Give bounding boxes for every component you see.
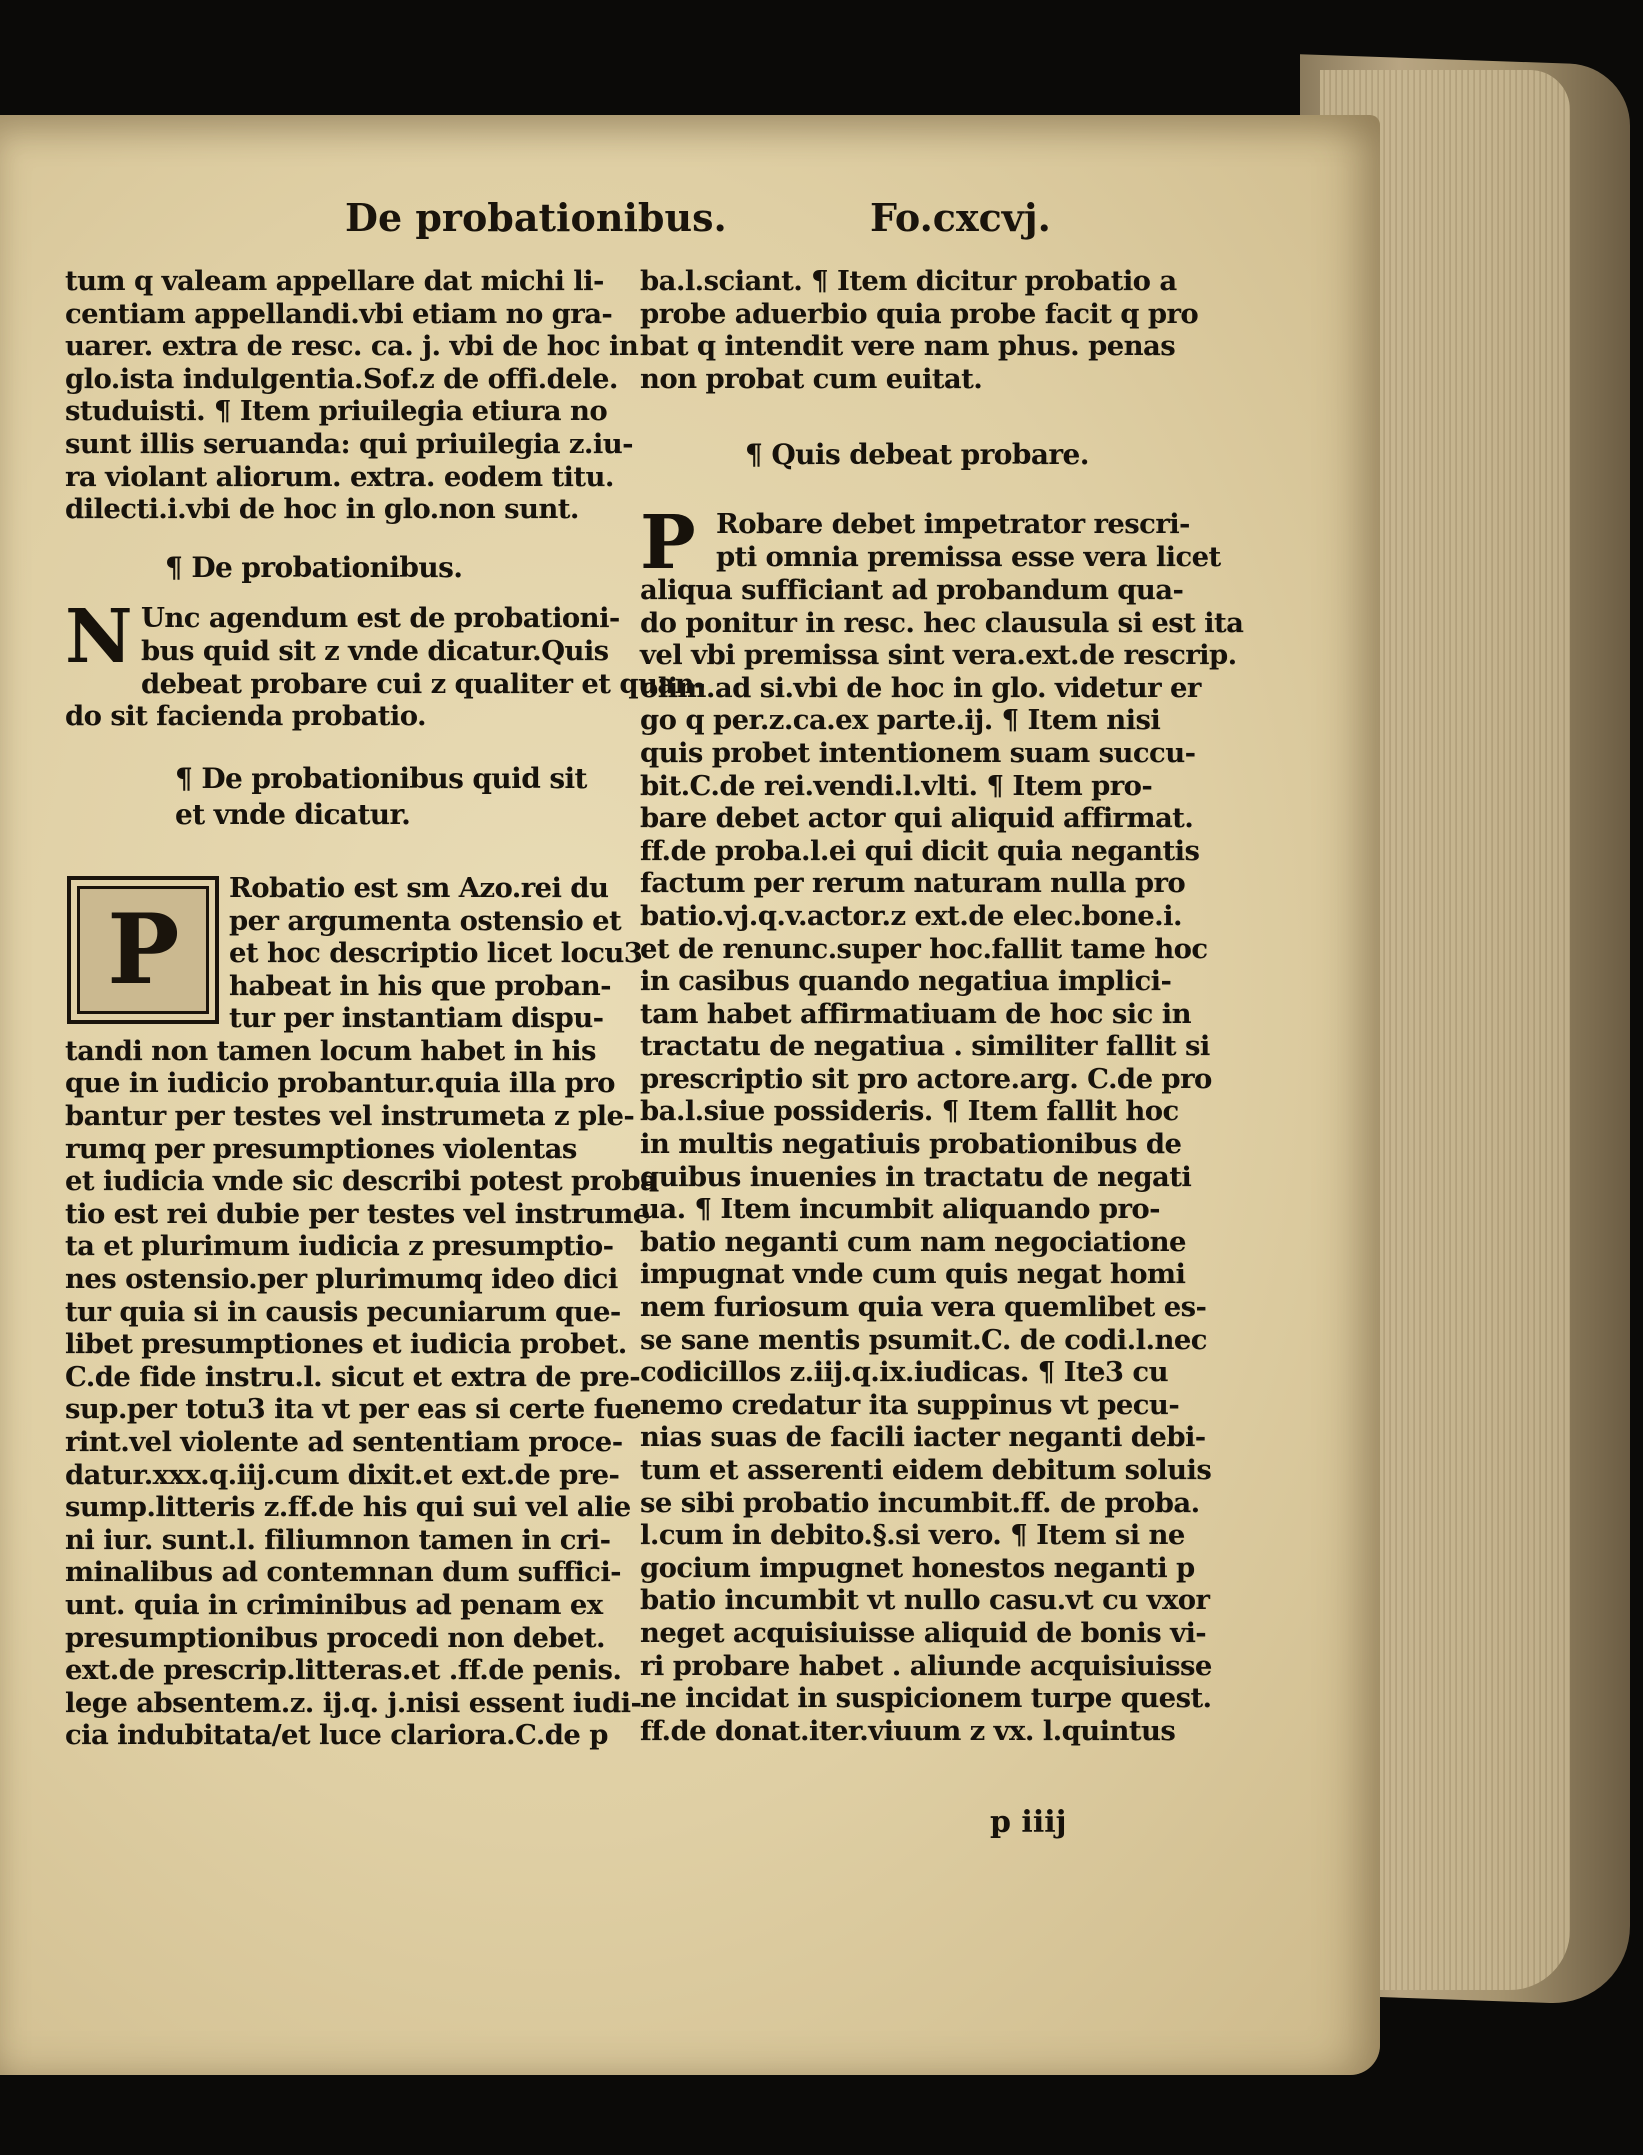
text-line: impugnat vnde cum quis negat homi [640,1258,1186,1291]
text-line: bus quid sit z vnde dicatur.Quis [141,634,609,667]
text-line: glo.ista indulgentia.Sof.z de offi.dele. [65,362,618,395]
text-line: rumq per presumptiones violentas [65,1132,577,1165]
text-line: batio neganti cum nam negociatione [640,1225,1186,1258]
initial-letter: N [65,594,133,681]
text-line: sunt illis seruanda: qui priuilegia z.iu- [65,427,633,460]
text-line: unt. quia in criminibus ad penam ex [65,1588,603,1621]
left-intro [65,265,639,526]
ornamental-initial [67,876,219,1024]
text-line: se sibi probatio incumbit.ff. de proba. [640,1486,1200,1519]
text-line: nias suas de facili iacter neganti debi- [640,1421,1206,1454]
text-line: non probat cum euitat. [640,362,983,395]
text-line: per argumenta ostensio et [229,904,622,937]
left-column [65,265,705,1752]
text-line: ba.l.siue possideris. ¶ Item fallit hoc [640,1095,1179,1128]
text-line: ua. ¶ Item incumbit aliquando pro- [640,1193,1160,1226]
text-line: probe aduerbio quia probe facit q pro [640,297,1199,330]
paragraph-quis-debeat [640,499,1244,1747]
text-line: ext.de prescrip.litteras.et .ff.de penis. [65,1654,622,1687]
text-line: do sit facienda probatio. [65,700,426,733]
right-column [640,265,1244,1747]
text-line: batio.vj.q.v.actor.z ext.de elec.bone.i. [640,899,1182,932]
text-line: quibus inuenies in tractatu de negati [640,1160,1192,1193]
text-line: datur.xxx.q.iij.cum dixit.et ext.de pre- [65,1458,620,1491]
text-line: batio incumbit vt nullo casu.vt cu vxor [640,1584,1210,1617]
ornamental-initial-letter: P [107,892,179,1006]
text-line: debeat probare cui z qualiter et quan- [141,667,705,700]
text-line: do ponitur in resc. hec clausula si est ita [640,606,1244,639]
text-line: sump.litteris z.ff.de his qui sui vel alie [65,1491,631,1524]
text-line: vel vbi premissa sint vera.ext.de rescrip. [640,639,1237,672]
text-line: gocium impugnet honestos neganti p [640,1551,1195,1584]
text-line: ne incidat in suspicionem turpe quest. [640,1682,1212,1715]
text-line: minalibus ad contemnan dum suffici- [65,1556,621,1589]
text-line: factum per rerum naturam nulla pro [640,867,1186,900]
text-line: libet presumptiones et iudicia probet. [65,1328,627,1361]
section-heading: ¶ Quis debeat probare. [745,438,1089,472]
running-head: De probationibus. [345,195,727,240]
text-line: tractatu de negatiua . similiter fallit si [640,1030,1210,1063]
text-line: prescriptio sit pro actore.arg. C.de pro [640,1062,1212,1095]
text-line: Unc agendum est de probationi- [141,602,620,635]
text-line: tur per instantiam dispu- [229,1002,604,1035]
text-line: codicillos z.iij.q.ix.iudicas. ¶ Ite3 cu [640,1356,1168,1389]
folio-number: Fo.cxcvj. [870,195,1051,240]
text-line: uarer. extra de resc. ca. j. vbi de hoc in [65,330,639,363]
initial-letter: P [640,499,696,586]
section-heading: ¶ De probationibus. [165,550,463,584]
text-line: ba.l.sciant. ¶ Item dicitur probatio a [640,265,1177,297]
text-line: olim.ad si.vbi de hoc in glo. videtur er [640,671,1201,704]
text-line: l.cum in debito.§.si vero. ¶ Item si ne [640,1519,1185,1552]
text-line: tio est rei dubie per testes vel instrume [65,1197,650,1230]
text-line: tandi non tamen locum habet in his [65,1034,596,1067]
text-line: ff.de proba.l.ei qui dicit quia negantis [640,834,1200,867]
text-line: go q per.z.ca.ex parte.ij. ¶ Item nisi [640,704,1161,737]
text-line: se sane mentis psumit.C. de codi.l.nec [640,1323,1207,1356]
spacer [65,733,625,763]
text-line: centiam appellandi.vbi etiam no gra- [65,297,613,330]
text-line: presumptionibus procedi non debet. [65,1621,606,1654]
section-heading: ¶ De probationibus quid sit [175,761,587,795]
text-line: C.de fide instru.l. sicut et extra de pre- [65,1360,641,1393]
right-intro [640,265,1220,395]
text-line: ni iur. sunt.l. filiumnon tamen in cri- [65,1523,611,1556]
text-line: ri probare habet . aliunde acquisiuisse [640,1649,1212,1682]
text-line: neget acquisiuisse aliquid de bonis vi- [640,1616,1207,1649]
text-line: aliqua sufficiant ad probandum qua- [640,573,1184,606]
text-line: ra violant aliorum. extra. eodem titu. [65,460,614,493]
text-line: nem furiosum quia vera quemlibet es- [640,1291,1207,1324]
text-line: lege absentem.z. ij.q. j.nisi essent iudi- [65,1686,642,1719]
text-line: que in iudicio probantur.quia illa pro [65,1067,615,1100]
text-line: et de renunc.super hoc.fallit tame hoc [640,932,1208,965]
text-line: dilecti.i.vbi de hoc in glo.non sunt. [65,493,579,526]
paragraph-probatio [65,871,658,1752]
text-line: tum q valeam appellare dat michi li- [65,265,604,297]
paragraph-agendum [65,594,705,733]
text-line: sup.per totu3 ita vt per eas si certe fue [65,1393,642,1426]
text-line: tum et asserenti eidem debitum soluis [640,1454,1212,1486]
section-heading: et vnde dicatur. [175,798,411,832]
text-line: nemo credatur ita suppinus vt pecu- [640,1388,1180,1421]
text-line: cia indubitata/et luce clariora.C.de p [65,1719,608,1752]
book-page [0,115,1380,2075]
text-line: bat q intendit vere nam phus. penas [640,330,1176,363]
text-line: nes ostensio.per plurimumq ideo dici [65,1263,618,1296]
text-line: et hoc descriptio licet locu3 [229,937,643,970]
text-line: in casibus quando negatiua implici- [640,965,1172,998]
text-line: tur quia si in causis pecuniarum que- [65,1295,621,1328]
text-line: pti omnia premissa esse vera licet [716,540,1221,573]
text-line: in multis negatiuis probationibus de [640,1128,1182,1161]
text-line: rint.vel violente ad sententiam proce- [65,1426,623,1458]
text-line: tam habet affirmatiuam de hoc sic in [640,997,1192,1030]
text-line: Robatio est sm Azo.rei du [229,871,609,904]
text-line: studuisti. ¶ Item priuilegia etiura no [65,395,608,428]
text-line: bantur per testes vel instrumeta z ple- [65,1100,635,1133]
text-line: bare debet actor qui aliquid affirmat. [640,802,1194,835]
text-line: quis probet intentionem suam succu- [640,736,1196,769]
text-line: habeat in his que proban- [229,969,611,1002]
page-header [0,195,1380,255]
text-line: ff.de donat.iter.viuum z vx. l.quintus [640,1714,1176,1747]
signature-mark: p iiij [990,1805,1067,1840]
text-line: Robare debet impetrator rescri- [716,507,1190,540]
text-line: bit.C.de rei.vendi.l.vlti. ¶ Item pro- [640,769,1153,802]
text-line: ta et plurimum iudicia z presumptio- [65,1230,614,1263]
text-line: et iudicia vnde sic describi potest proba [65,1165,658,1198]
